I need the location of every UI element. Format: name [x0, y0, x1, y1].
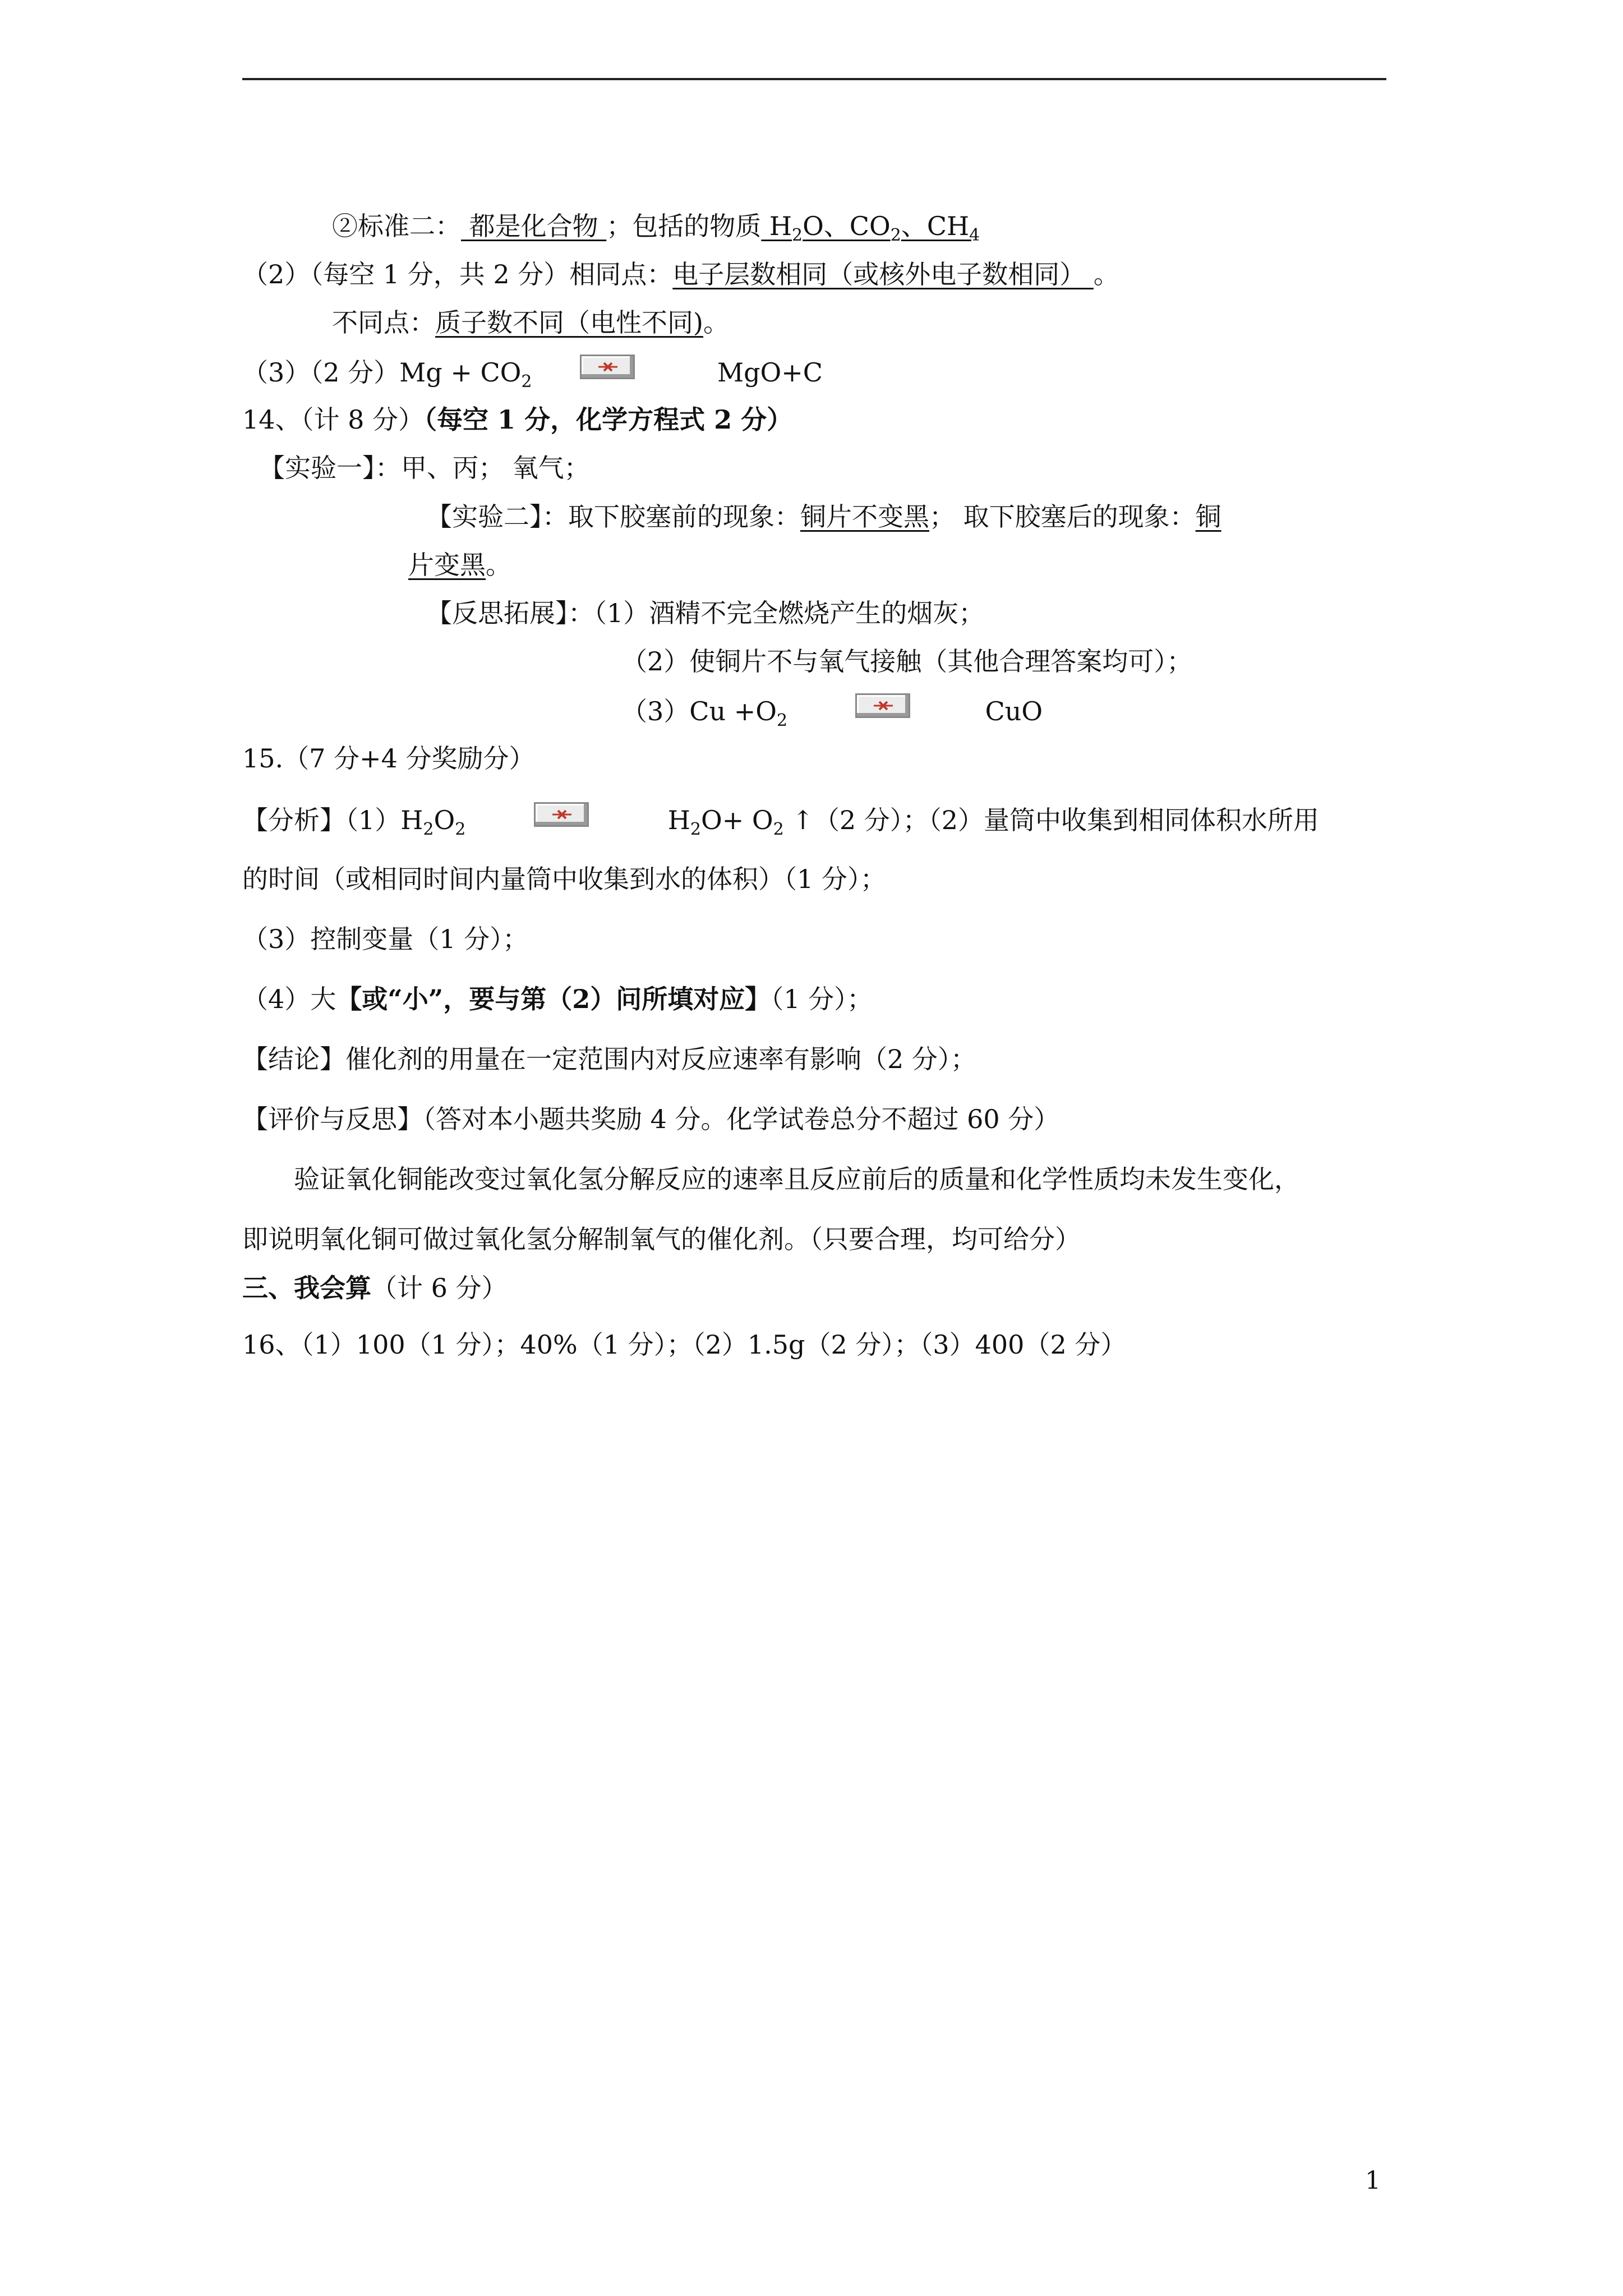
analysis-prefix: 【分析】（1）H: [242, 805, 423, 835]
part2-end: 。: [1093, 259, 1119, 289]
broken-image-icon: [580, 355, 635, 379]
q15-analysis-line1: 【分析】$(1)H_2O_2$ $H_2O+ O_2$ ↑（2 分）；（2）量筒中收集到相同体积水所用: [242, 802, 1319, 837]
q13-part3-equation: （3）（2 分）$Mg + CO_2$ MgO+C: [242, 355, 823, 389]
standard2-substances: $H_2O$、$CO_2$、$CH_4$: [761, 211, 980, 245]
q15-line3: （3）控制变量（1 分）；: [242, 924, 529, 954]
broken-image-icon: [534, 802, 589, 827]
q14-title-text: 14、（计 8 分）: [242, 404, 425, 435]
difference-answer: 质子数不同（电性不同): [435, 307, 703, 338]
exp2-before-answer: 铜片不变黑: [800, 501, 929, 532]
difference-label: 不同点：: [332, 307, 435, 338]
exp2-after-answer-part1: 铜: [1195, 501, 1221, 532]
q15-line4: [242, 982, 873, 1016]
reflect3-reactants: （3）Cu +O: [621, 696, 777, 726]
q14-reflect-1: 【反思拓展】：（1）酒精不完全燃烧产生的烟灰；: [426, 598, 985, 628]
equation-products: MgO+C: [717, 357, 823, 388]
q15-evaluate-p2: 即说明氧化铜可做过氧化氢分解制氧气的催化剂。（只要合理，均可给分）: [242, 1224, 1081, 1254]
q13-standard2-line: [332, 209, 980, 243]
q14-exp2-line2: [408, 548, 511, 582]
standard2-label: ②标准二：: [332, 211, 461, 241]
analysis-rest: ↑（2 分）；（2）量筒中收集到相同体积水所用: [792, 805, 1320, 835]
section3-title: [242, 1271, 508, 1305]
q14-reflect-2: （2）使铜片不与氧气接触（其他合理答案均可）；: [621, 646, 1193, 677]
q14-exp1: 【实验一】：甲、丙； 氧气；: [259, 453, 590, 483]
standard2-separator: ；包括的物质: [606, 211, 762, 241]
q14-title: [242, 403, 792, 436]
part2-prefix: （2）（每空 1 分，共 2 分）相同点：: [242, 259, 673, 289]
q14-title-bold: （每空 1 分，化学方程式 2 分）: [424, 404, 793, 435]
analysis-product-mid: O+ O: [701, 805, 773, 835]
q14-reflect-3-equation: $(3)Cu +O_2$ CuO: [621, 693, 1043, 728]
line4-answer: （4）大: [242, 984, 336, 1014]
exp2-after-answer-part2: 片变黑: [408, 550, 486, 580]
standard2-answer: 都是化合物: [461, 211, 607, 241]
equation-reactants: （3）（2 分）Mg + CO: [242, 357, 522, 388]
analysis-product-h: H: [667, 805, 690, 835]
section3-title-bold: 三、我会算: [242, 1273, 371, 1303]
q15-evaluate-p1: 验证氧化铜能改变过氧化氢分解反应的速率且反应前后的质量和化学性质均未发生变化，: [294, 1164, 1300, 1194]
broken-image-icon: [855, 693, 910, 718]
header-rule: [242, 78, 1386, 80]
q13-difference-line: 不同点：质子数不同（电性不同)。: [332, 307, 729, 338]
part2-same-answer: 电子层数相同（或核外电子数相同）: [672, 259, 1094, 289]
q13-part2-line: [242, 257, 1119, 291]
q14-exp2-line1: [426, 500, 1221, 533]
exp2-end: 。: [486, 550, 511, 580]
q16-answers: 16、（1）100（1 分）；40%（1 分）；（2）1.5g（2 分）；（3）400（2 分）: [242, 1329, 1127, 1360]
q15-evaluate: 【评价与反思】（答对本小题共奖励 4 分。化学试卷总分不超过 60 分）: [242, 1104, 1060, 1134]
exp2-prefix: 【实验二】：取下胶塞前的现象：: [426, 501, 800, 532]
section3-title-rest: （计 6 分）: [371, 1273, 508, 1303]
reflect3-products: CuO: [985, 696, 1043, 726]
q15-conclusion: 【结论】催化剂的用量在一定范围内对反应速率有影响（2 分）；: [242, 1044, 976, 1074]
q15-title: 15.（7 分+4 分奖励分）: [242, 743, 535, 774]
page-number: 1: [1365, 2166, 1381, 2195]
q15-analysis-line2: 的时间（或相同时间内量筒中收集到水的体积）（1 分）；: [242, 864, 886, 894]
line4-note: 【或“小”，要与第（2）问所填对应】: [336, 984, 771, 1014]
line4-score: （1 分）；: [771, 984, 873, 1014]
exp2-mid: ； 取下胶塞后的现象：: [929, 501, 1196, 532]
